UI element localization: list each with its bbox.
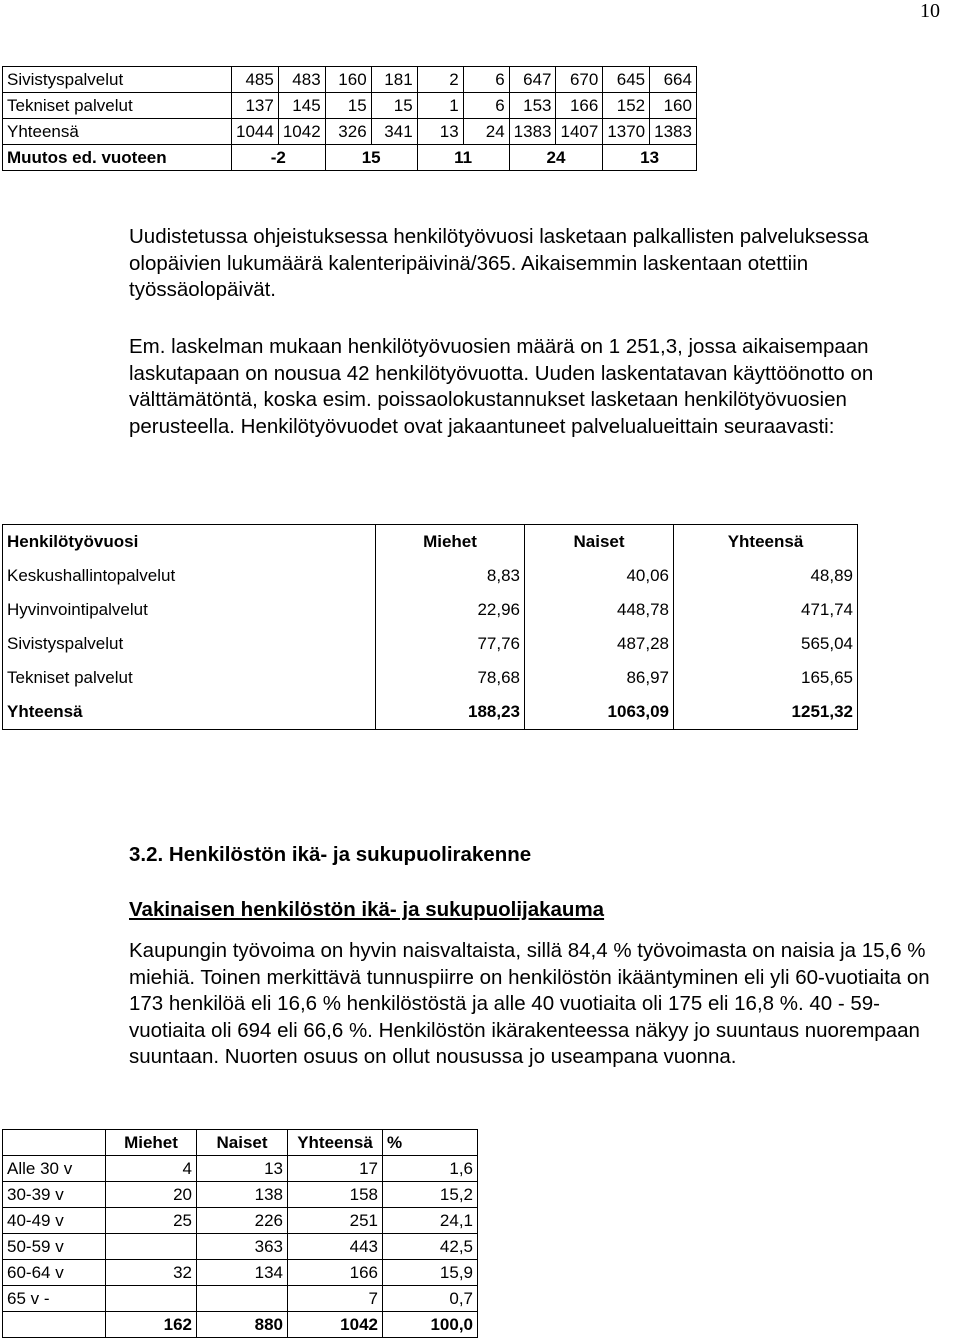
table-cell: 1383 (509, 119, 556, 145)
table-total-row (3, 695, 858, 730)
table-cell: 1063,09 (525, 695, 674, 730)
table-row (3, 593, 858, 627)
table-cell: 40,06 (525, 559, 674, 593)
row-label: Sivistyspalvelut (3, 67, 232, 93)
table-row (3, 1260, 478, 1286)
table-cell: 1042 (278, 119, 325, 145)
table-cell: 181 (371, 67, 417, 93)
row-label: 60-64 v (3, 1260, 106, 1286)
column-header: Naiset (197, 1130, 288, 1156)
table-cell: 1251,32 (674, 695, 858, 730)
table-cell: 15,2 (383, 1182, 478, 1208)
row-label: Tekniset palvelut (3, 93, 232, 119)
table-row (3, 559, 858, 593)
row-label: 40-49 v (3, 1208, 106, 1234)
table-cell: 326 (325, 119, 371, 145)
table-row (3, 145, 697, 171)
table-cell: 1383 (650, 119, 697, 145)
table-cell: 20 (106, 1182, 197, 1208)
table-row (3, 661, 858, 695)
table-row (3, 93, 697, 119)
column-header: Miehet (376, 525, 525, 560)
table-cell (106, 1234, 197, 1260)
table-cell: 880 (197, 1312, 288, 1338)
table-cell: 100,0 (383, 1312, 478, 1338)
table-cell: 134 (197, 1260, 288, 1286)
table-cell: 1407 (556, 119, 603, 145)
table-cell: 565,04 (674, 627, 858, 661)
table-cell: 4 (106, 1156, 197, 1182)
table-cell: 0,7 (383, 1286, 478, 1312)
table-row (3, 1208, 478, 1234)
age-gender-table (2, 1129, 478, 1338)
column-header: Naiset (525, 525, 674, 560)
table-cell: 78,68 (376, 661, 525, 695)
staff-count-table (2, 66, 697, 171)
table-cell: 138 (197, 1182, 288, 1208)
row-label (3, 1312, 106, 1338)
table-cell (197, 1286, 288, 1312)
row-label: Yhteensä (3, 119, 232, 145)
table-cell: 158 (288, 1182, 383, 1208)
table-cell: 448,78 (525, 593, 674, 627)
table-cell: 25 (106, 1208, 197, 1234)
table-cell: 670 (556, 67, 603, 93)
table-cell: 15 (325, 145, 417, 171)
table-cell: 32 (106, 1260, 197, 1286)
column-header (3, 1130, 106, 1156)
table-row (3, 119, 697, 145)
row-label: Alle 30 v (3, 1156, 106, 1182)
table-cell: 1370 (603, 119, 650, 145)
column-header: Miehet (106, 1130, 197, 1156)
row-label: Sivistyspalvelut (3, 627, 376, 661)
paragraph-person-years: Em. laskelman mukaan henkilötyövuosien määrä on 1 251,3, jossa aikaisempaan laskutapaan on nousua 42 henkilötyövuotta. Uuden laskentatavan käyttöönotto on välttämätöntä, koska esim. poissaolokustannukset lasketaan henkilötyövuosien perusteella. Henkilötyövuodet ovat jakaantuneet palvelualueittain seuraavasti: (129, 335, 874, 438)
table-cell: 160 (325, 67, 371, 93)
table-cell: 341 (371, 119, 417, 145)
table-header-row (3, 525, 858, 560)
column-header: Yhteensä (674, 525, 858, 560)
row-label: Hyvinvointipalvelut (3, 593, 376, 627)
table-cell (106, 1286, 197, 1312)
table-row (3, 627, 858, 661)
table-cell: 162 (106, 1312, 197, 1338)
table-cell: 22,96 (376, 593, 525, 627)
table-cell: 77,76 (376, 627, 525, 661)
person-years-table (2, 524, 858, 730)
table-cell: 664 (650, 67, 697, 93)
table-cell: 48,89 (674, 559, 858, 593)
table-cell: 42,5 (383, 1234, 478, 1260)
table-cell: 15,9 (383, 1260, 478, 1286)
table-cell: 251 (288, 1208, 383, 1234)
paragraph-age-structure: Kaupungin työvoima on hyvin naisvaltaista, sillä 84,4 % työvoimasta on naisia ja 15,6 % miehiä. Toinen merkittävä tunnuspiirre on henkilöstön ikääntyminen eli yli 60-vuotiaita on 173 henkilöä eli 16,6 % henkilöstöstä ja alle 40 vuotiaita oli 175 eli 16,8 %. 40 - 59-vuotiaita oli 694 eli 66,6 %. Henkilöstön ikärakenteessa näkyy jo suuntaus nuorempaan suuntaan. Nuorten osuus on ollut nousussa jo useampana vuonna. (129, 939, 930, 1068)
paragraph-calculation-method: Uudistetussa ohjeistuksessa henkilötyövuosi lasketaan palkallisten palveluksessa olopäivien lukumäärä kalenteripäivinä/365. Aikaisemmin laskentaan otettiin työssäolopäivät. (129, 225, 869, 301)
table-cell: 647 (509, 67, 556, 93)
column-header: % (383, 1130, 478, 1156)
table-cell: 363 (197, 1234, 288, 1260)
table-row (3, 67, 697, 93)
table-cell: 152 (603, 93, 650, 119)
table-cell: 24,1 (383, 1208, 478, 1234)
table-cell: 13 (417, 119, 463, 145)
table-cell: 160 (650, 93, 697, 119)
table-cell: 165,65 (674, 661, 858, 695)
table-cell: 13 (603, 145, 697, 171)
table-row (3, 1286, 478, 1312)
table-cell: 137 (232, 93, 279, 119)
table-cell: 485 (232, 67, 279, 93)
table-cell: 24 (509, 145, 603, 171)
table-cell: 1 (417, 93, 463, 119)
table-cell: 8,83 (376, 559, 525, 593)
table-cell: 471,74 (674, 593, 858, 627)
row-label: Keskushallintopalvelut (3, 559, 376, 593)
table-cell: 487,28 (525, 627, 674, 661)
table-cell: 1042 (288, 1312, 383, 1338)
table-cell: 188,23 (376, 695, 525, 730)
table-cell: 1,6 (383, 1156, 478, 1182)
table-cell: -2 (232, 145, 326, 171)
table-cell: 15 (325, 93, 371, 119)
row-label: Yhteensä (3, 695, 376, 730)
table-cell: 7 (288, 1286, 383, 1312)
table-cell: 11 (417, 145, 509, 171)
column-header: Yhteensä (288, 1130, 383, 1156)
table-cell: 226 (197, 1208, 288, 1234)
table-cell: 86,97 (525, 661, 674, 695)
table-cell: 2 (417, 67, 463, 93)
table-cell: 645 (603, 67, 650, 93)
table-cell: 17 (288, 1156, 383, 1182)
row-label: Muutos ed. vuoteen (3, 145, 232, 171)
table-cell: 6 (463, 93, 509, 119)
row-label: 50-59 v (3, 1234, 106, 1260)
table-cell: 6 (463, 67, 509, 93)
row-label: Tekniset palvelut (3, 661, 376, 695)
table-cell: 166 (556, 93, 603, 119)
table-cell: 153 (509, 93, 556, 119)
section-heading: 3.2. Henkilöstön ikä- ja sukupuolirakenne (129, 843, 532, 866)
table-cell: 15 (371, 93, 417, 119)
table-header-row (3, 1130, 478, 1156)
table-cell: 24 (463, 119, 509, 145)
column-header: Henkilötyövuosi (3, 525, 376, 560)
table-total-row (3, 1312, 478, 1338)
table-row (3, 1156, 478, 1182)
row-label: 65 v - (3, 1286, 106, 1312)
table-cell: 443 (288, 1234, 383, 1260)
table-cell: 166 (288, 1260, 383, 1286)
row-label: 30-39 v (3, 1182, 106, 1208)
table-cell: 483 (278, 67, 325, 93)
table-cell: 1044 (232, 119, 279, 145)
table-cell: 145 (278, 93, 325, 119)
table-cell: 13 (197, 1156, 288, 1182)
table-row (3, 1182, 478, 1208)
page-number: 10 (920, 0, 940, 22)
subheading: Vakinaisen henkilöstön ikä- ja sukupuolijakauma (129, 898, 605, 921)
table-row (3, 1234, 478, 1260)
